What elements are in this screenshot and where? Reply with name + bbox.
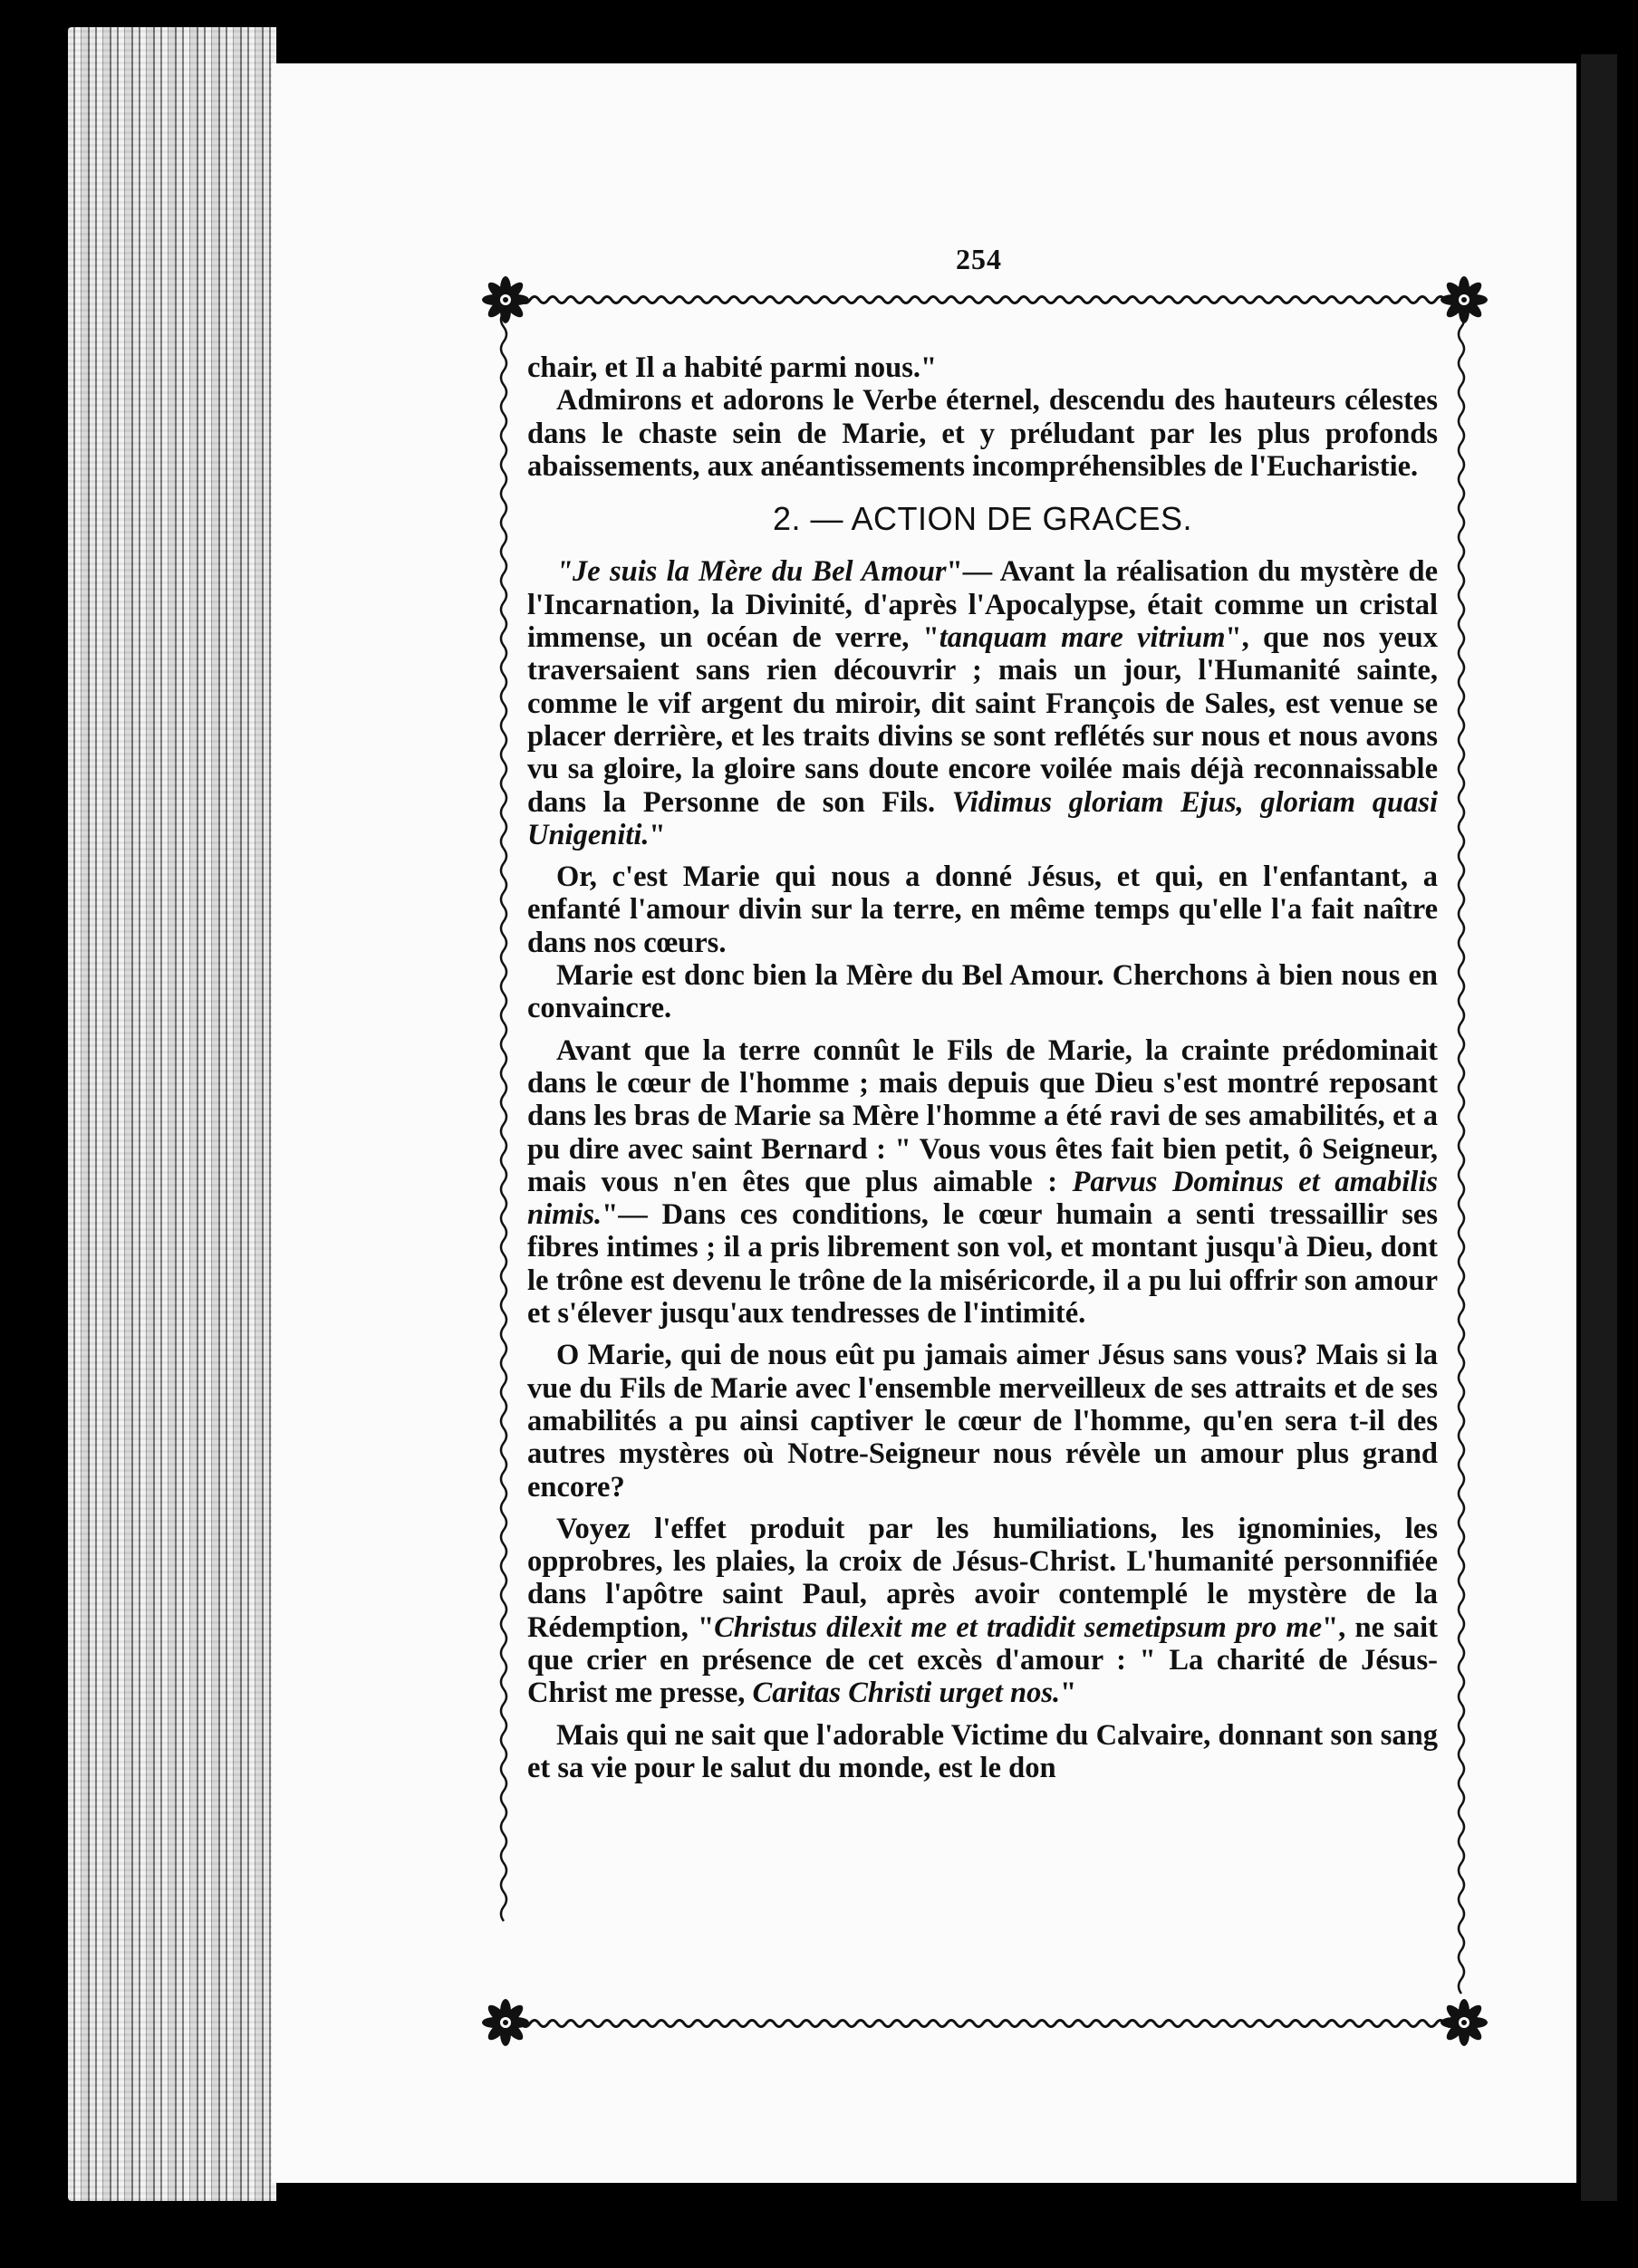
text-run: ", que nos yeux traversaient sans rien découvrir ; mais un jour, l'Humanité sainte, comme le vif argent du miroir, dit saint François de Sales, est venue se placer derrière, et les traits divins se sont reflétés sur nous et nous avons vu sa gloire, la gloire sans doute encore voilée mais déjà reconnaissable dans la Personne de son Fils.: [527, 621, 1439, 819]
paragraph: [527, 1034, 1438, 1331]
book-page-edges: [68, 27, 276, 2201]
italic-quote: tanquam mare vitrium: [939, 621, 1226, 655]
paragraph: Admirons et adorons le Verbe éternel, descendu des hauteurs célestes dans le chaste sein de Marie, et y préludant par les plus profonds abaissements, aux anéantissements incompréhensibles de l'Eucharistie.: [527, 384, 1438, 483]
book-spine-shadow: [1581, 54, 1617, 2201]
italic-quote: "Je suis la Mère du Bel Amour: [556, 555, 947, 589]
italic-quote: Parvus Dominus et amabilis nimis.: [527, 1165, 1439, 1232]
text-run: ", ne sait que crier en présence de cet excès d'amour : " La charité de Jésus-Christ me presse,: [527, 1610, 1438, 1710]
text-run: ": [649, 818, 666, 851]
text-run: "— Avant la réalisation du mystère de l'Incarnation, la Divinité, d'après l'Apocalypse, était comme un cristal immense, un océan de verre, ": [527, 555, 1438, 655]
corner-flower-ornament: [1439, 1997, 1489, 2048]
section-heading: 2. — ACTION DE GRACES.: [772, 500, 1193, 538]
frame-right-border: [1454, 312, 1469, 2006]
paragraph: chair, et Il a habité parmi nous.": [527, 351, 938, 384]
corner-flower-ornament: [1439, 274, 1489, 325]
paragraph: [527, 1513, 1438, 1710]
text-run: Voyez l'effet produit par les humiliations, les ignominies, les opprobres, les plaies, la croix de Jésus-Christ. L'humanité personnifiée dans l'apôtre saint Paul, après avoir contemplé le mystère de la Rédemption, ": [527, 1512, 1438, 1644]
page-body-text: [527, 351, 1438, 1784]
frame-top-border: [512, 292, 1472, 308]
frame-left-border: [496, 312, 511, 2006]
text-run: Avant que la terre connût le Fils de Marie, la crainte prédominait dans le cœur de l'homme ; mais depuis que Dieu s'est montré reposant dans les bras de Marie sa Mère l'homme a été ravi de ses amabilités, et a pu dire avec saint Bernard : " Vous vous êtes fait bien petit, ô Seigneur, mais vous n'en êtes que plus aimable :: [527, 1033, 1438, 1198]
text-run: "— Dans ces conditions, le cœur humain a senti tressaillir ses fibres intimes ; il a pris librement son vol, et montant jusqu'à Dieu, dont le trône est devenu le trône de la miséricorde, il a pu lui offrir son amour et s'élever jusqu'aux tendresses de l'intimité.: [527, 1198, 1438, 1331]
paragraph: Or, c'est Marie qui nous a donné Jésus, et qui, en l'enfantant, a enfanté l'amour divin sur la terre, en même temps qu'elle l'a fait naître dans nos cœurs.: [527, 860, 1438, 959]
italic-quote: Caritas Christi urget nos.: [752, 1677, 1061, 1710]
italic-quote: Vidimus gloriam Ejus, gloriam quasi Unigeniti.: [527, 785, 1438, 851]
paragraph: Mais qui ne sait que l'adorable Victime du Calvaire, donnant son sang et sa vie pour le salut du monde, est le don: [527, 1718, 1438, 1784]
paragraph: Marie est donc bien la Mère du Bel Amour. Cherchons à bien nous en convaincre.: [527, 959, 1438, 1025]
frame-bottom-border: [512, 2015, 1472, 2032]
page-number: 254: [956, 243, 1002, 275]
italic-quote: Christus dilexit me et tradidit semetipsum pro me: [714, 1610, 1323, 1644]
corner-flower-ornament: [480, 274, 531, 325]
text-run: ": [1060, 1677, 1077, 1710]
paragraph: O Marie, qui de nous eût pu jamais aimer Jésus sans vous? Mais si la vue du Fils de Marie avec l'ensemble merveilleux de ses attraits et de ses amabilités a pu ainsi captiver le cœur de l'homme, qu'en sera t-il des autres mystères où Notre-Seigneur nous révèle un amour plus grand encore?: [527, 1339, 1438, 1504]
corner-flower-ornament: [480, 1997, 531, 2048]
paragraph: [527, 555, 1438, 851]
